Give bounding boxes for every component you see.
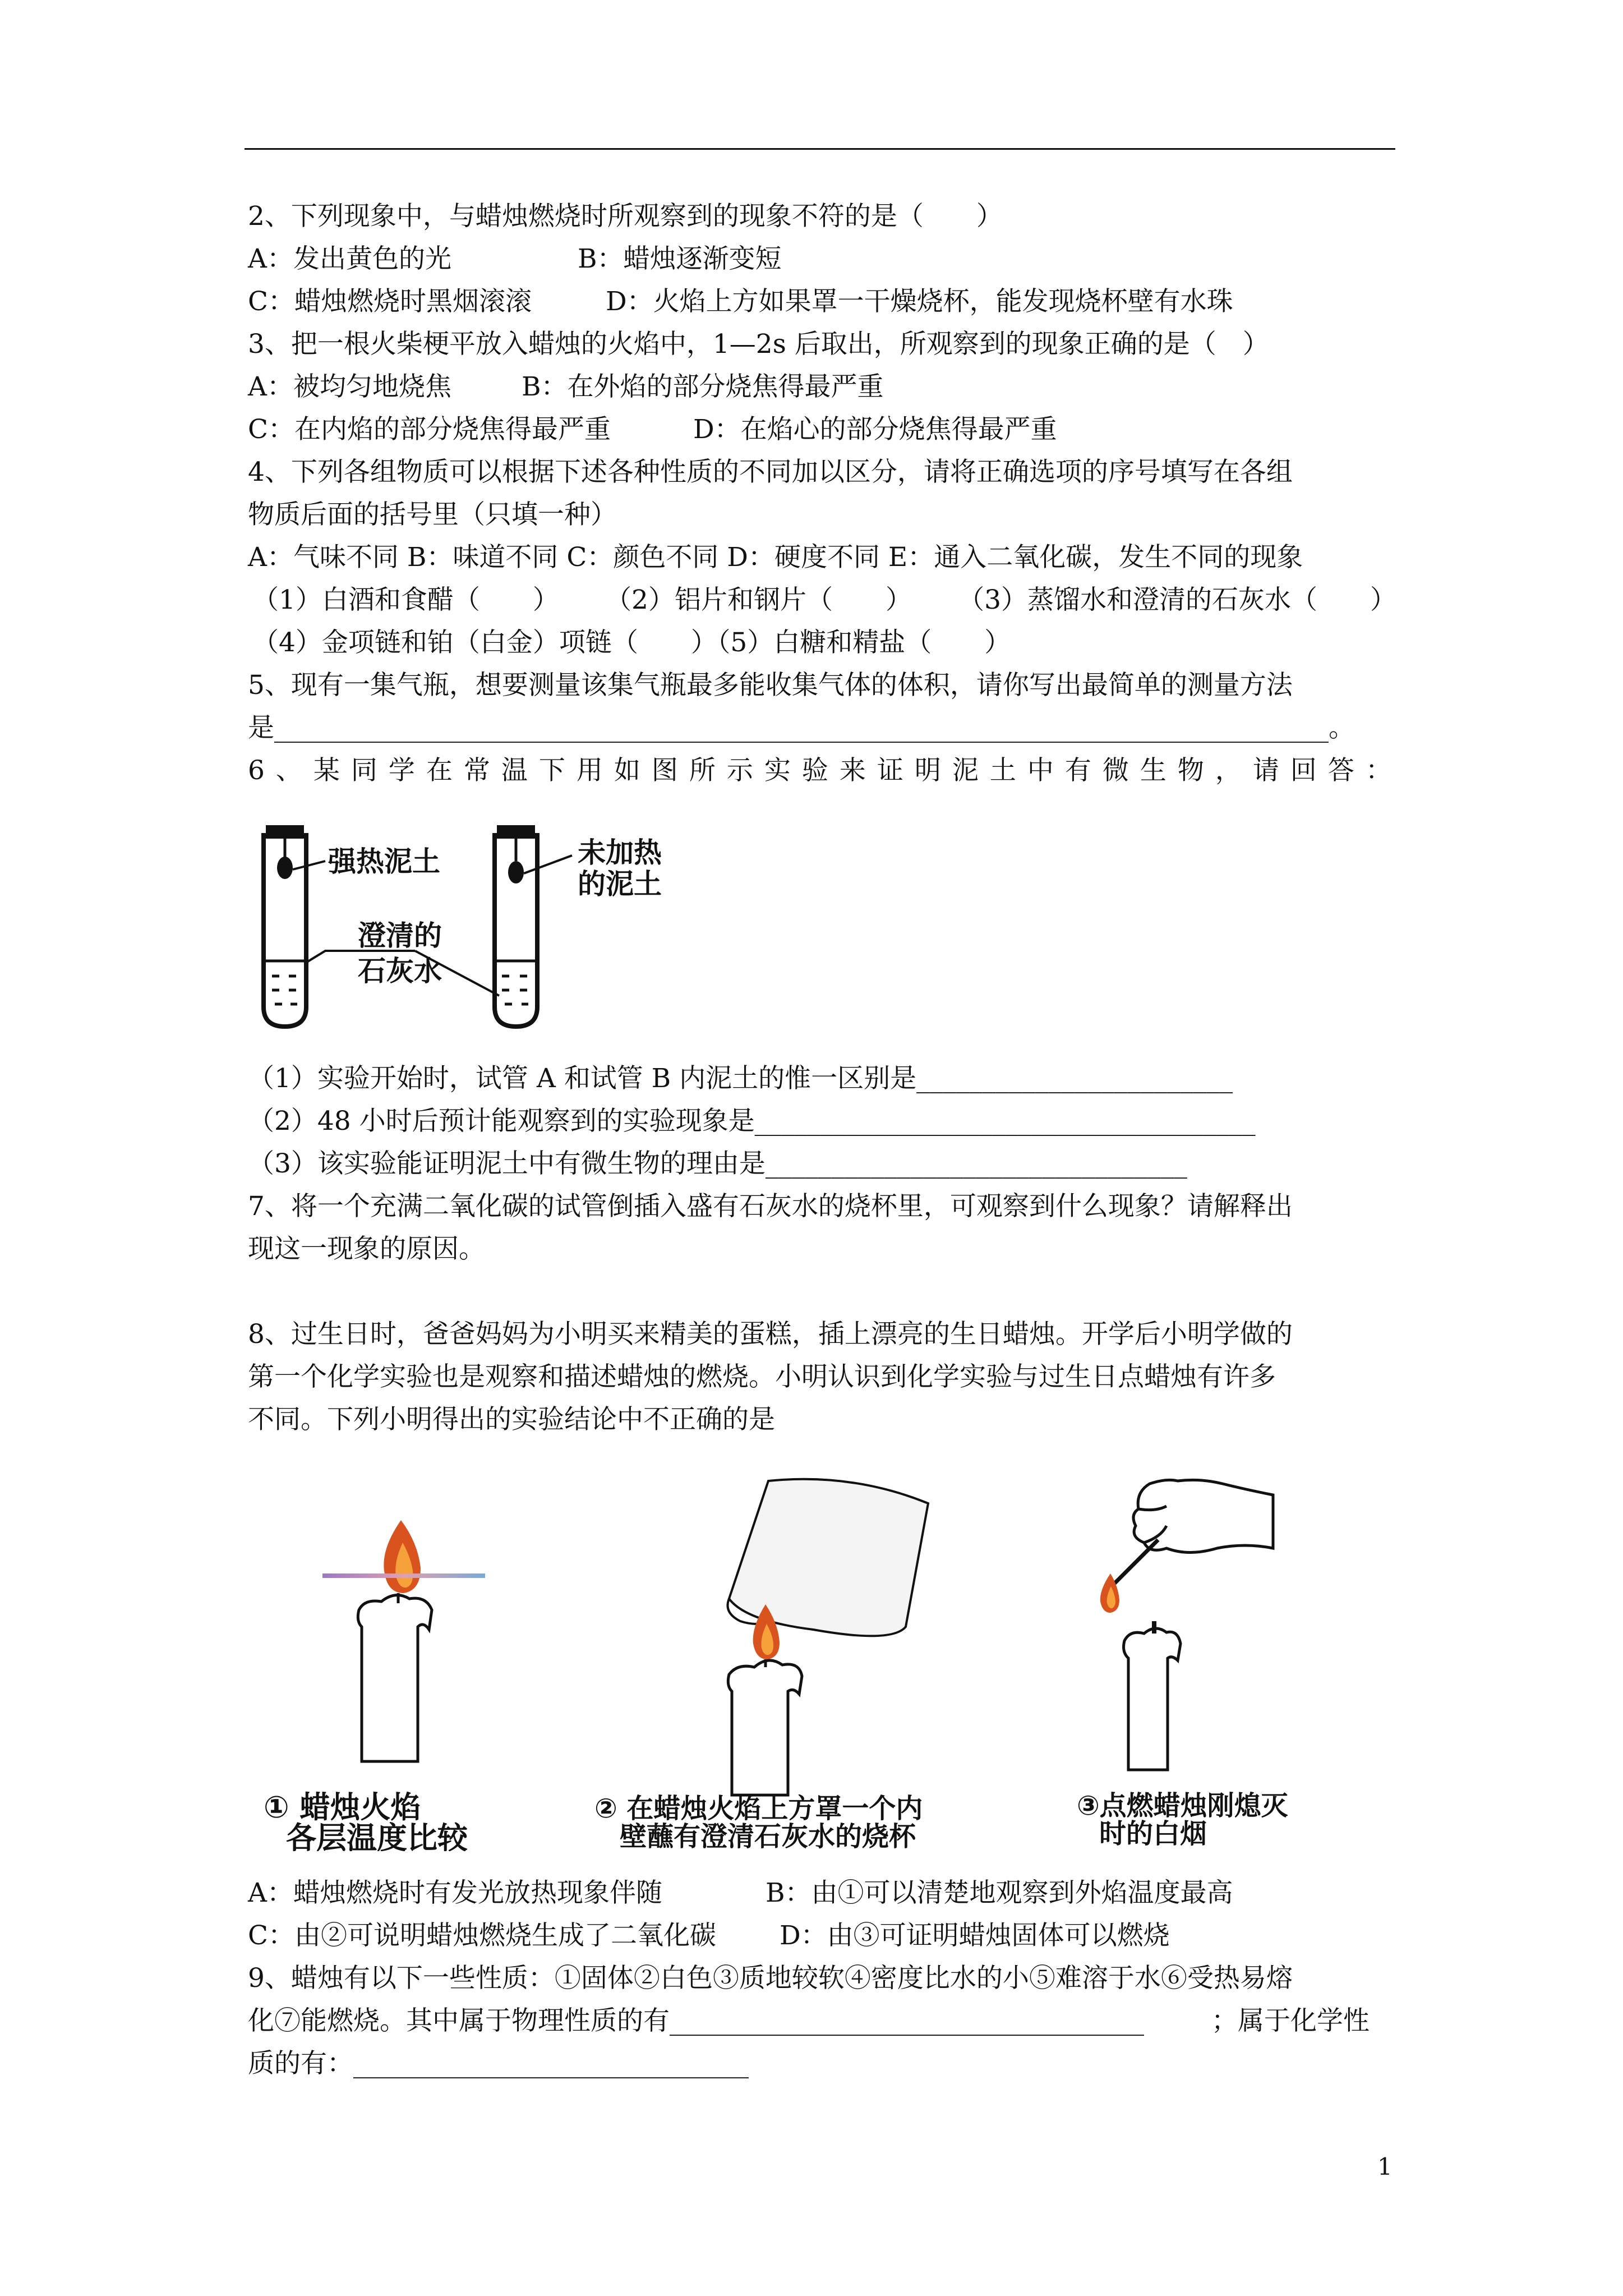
q8-stem-line2: 第一个化学实验也是观察和描述蜡烛的燃烧。小明认识到化学实验与过生日点蜡烛有许多	[248, 1361, 1276, 1392]
header-rule	[245, 148, 1395, 150]
label-limewater-1: 澄清的	[358, 919, 442, 952]
q3-option-c: C：在内焰的部分烧焦得最严重	[248, 414, 611, 445]
match	[1113, 1540, 1158, 1585]
page-number: 1	[1377, 2153, 1393, 2180]
fig3-caption-line2: 时的白烟	[1099, 1818, 1207, 1849]
q9-stem-line3: 质的有：______________________________	[248, 2048, 749, 2079]
candle-1	[358, 1595, 432, 1761]
q9-stem-line2-tail: ；属于化学性	[1211, 2005, 1370, 2036]
q9-stem-line1: 9、蜡烛有以下一些性质：①固体②白色③质地较软④密度比水的小⑤难溶于水⑥受热易熔	[248, 1963, 1293, 1994]
label-unheated-soil-1: 未加热	[578, 836, 662, 869]
q4-pair-2: （2）铝片和钢片（ ）	[605, 585, 912, 615]
q4-stem-line1: 4、下列各组物质可以根据下述各种性质的不同加以区分，请将正确选项的序号填写在各组	[248, 457, 1293, 487]
label-unheated-soil-2: 的泥土	[578, 868, 662, 900]
beaker-inverted	[728, 1479, 929, 1636]
q4-stem-line2: 物质后面的括号里（只填一种）	[248, 499, 617, 530]
fig3-caption-line1: ③点燃蜡烛刚熄灭	[1077, 1790, 1288, 1821]
q2-option-b: B：蜡烛逐渐变短	[578, 243, 782, 274]
q8-option-d: D：由③可证明蜡烛固体可以燃烧	[780, 1920, 1170, 1951]
q8-option-c: C：由②可说明蜡烛燃烧生成了二氧化碳	[248, 1920, 716, 1951]
label-heated-soil: 强热泥土	[328, 845, 440, 878]
test-tube-b	[495, 827, 537, 1027]
q7-stem-line1: 7、将一个充满二氧化碳的试管倒插入盛有石灰水的烧杯里，可观察到什么现象？请解释出	[248, 1191, 1293, 1222]
flame-1	[384, 1520, 421, 1593]
label-limewater-2: 石灰水	[358, 955, 442, 987]
q3-option-a: A：被均匀地烧焦	[248, 371, 451, 402]
q8-option-b: B：由①可以清楚地观察到外焰温度最高	[766, 1878, 1233, 1908]
q8-option-a: A：蜡烛燃烧时有发光放热现象伴随	[248, 1878, 662, 1908]
candle-2	[728, 1660, 802, 1795]
fig2-caption-line1: ② 在蜡烛火焰上方罩一个内	[594, 1793, 923, 1824]
q6-sub-1: （1）实验开始时，试管 A 和试管 B 内泥土的惟一区别是________________________	[248, 1063, 1233, 1094]
fig1-caption-line1: ① 蜡烛火焰	[264, 1789, 421, 1825]
fig1-caption-line2: 各层温度比较	[286, 1820, 468, 1851]
q5-stem-line1: 5、现有一集气瓶，想要测量该集气瓶最多能收集气体的体积，请你写出最简单的测量方法	[248, 670, 1293, 701]
limewater-a	[265, 961, 305, 1004]
q8-stem-line1: 8、过生日时，爸爸妈妈为小明买来精美的蛋糕，插上漂亮的生日蜡烛。开学后小明学做的	[248, 1319, 1293, 1350]
q6-stem: 6、某同学在常温下用如图所示实验来证明泥土中有微生物，请回答：	[248, 755, 1403, 786]
q3-option-b: B：在外焰的部分烧焦得最严重	[522, 371, 884, 402]
candle-3	[1124, 1628, 1181, 1770]
q3-option-d: D：在焰心的部分烧焦得最严重	[693, 414, 1057, 445]
q3-stem: 3、把一根火柴梗平放入蜡烛的火焰中，1—2s 后取出，所观察到的现象正确的是（ ）	[248, 329, 1269, 360]
q6-sub-2: （2）48 小时后预计能观察到的实验现象是______________________________________	[248, 1106, 1256, 1137]
q4-pairs-row	[252, 583, 1396, 617]
q2-option-d: D：火焰上方如果罩一干燥烧杯，能发现烧杯壁有水珠	[606, 286, 1233, 317]
q4-pair-3: （3）蒸馏水和澄清的石灰水（ ）	[958, 585, 1396, 615]
q6-sub-3: （3）该实验能证明泥土中有微生物的理由是________________________________	[248, 1148, 1187, 1179]
fig2-caption-line2: 壁蘸有澄清石灰水的烧杯	[620, 1821, 916, 1851]
q8-stem-line3: 不同。下列小明得出的实验结论中不正确的是	[248, 1404, 775, 1435]
match-stick	[322, 1573, 485, 1578]
q2-stem: 2、下列现象中，与蜡烛燃烧时所观察到的现象不符的是（ ）	[248, 201, 1003, 232]
q5-answer-line: 是________________________________________________________________________________。	[248, 712, 1355, 743]
soil-sample-b	[508, 861, 524, 884]
q6-figure	[247, 816, 707, 1041]
q8-figure	[247, 1458, 1402, 1851]
q2-option-a: A：发出黄色的光	[248, 243, 451, 274]
limewater-b	[496, 961, 536, 1004]
q2-option-c: C：蜡烛燃烧时黑烟滚滚	[248, 286, 532, 317]
q4-pairs-row2: （4）金项链和铂（白金）项链（ ）（5）白糖和精盐（ ）	[252, 627, 1011, 658]
q9-stem-line2: 化⑦能燃烧。其中属于物理性质的有____________________________________	[248, 2005, 1144, 2036]
q4-options: A：气味不同 B：味道不同 C：颜色不同 D：硬度不同 E：通入二氧化碳，发生不同的现象	[248, 542, 1303, 573]
q4-pair-1: （1）白酒和食醋（ ）	[252, 585, 559, 615]
q7-stem-line2: 现这一现象的原因。	[248, 1234, 485, 1264]
soil-sample-a	[277, 857, 293, 879]
